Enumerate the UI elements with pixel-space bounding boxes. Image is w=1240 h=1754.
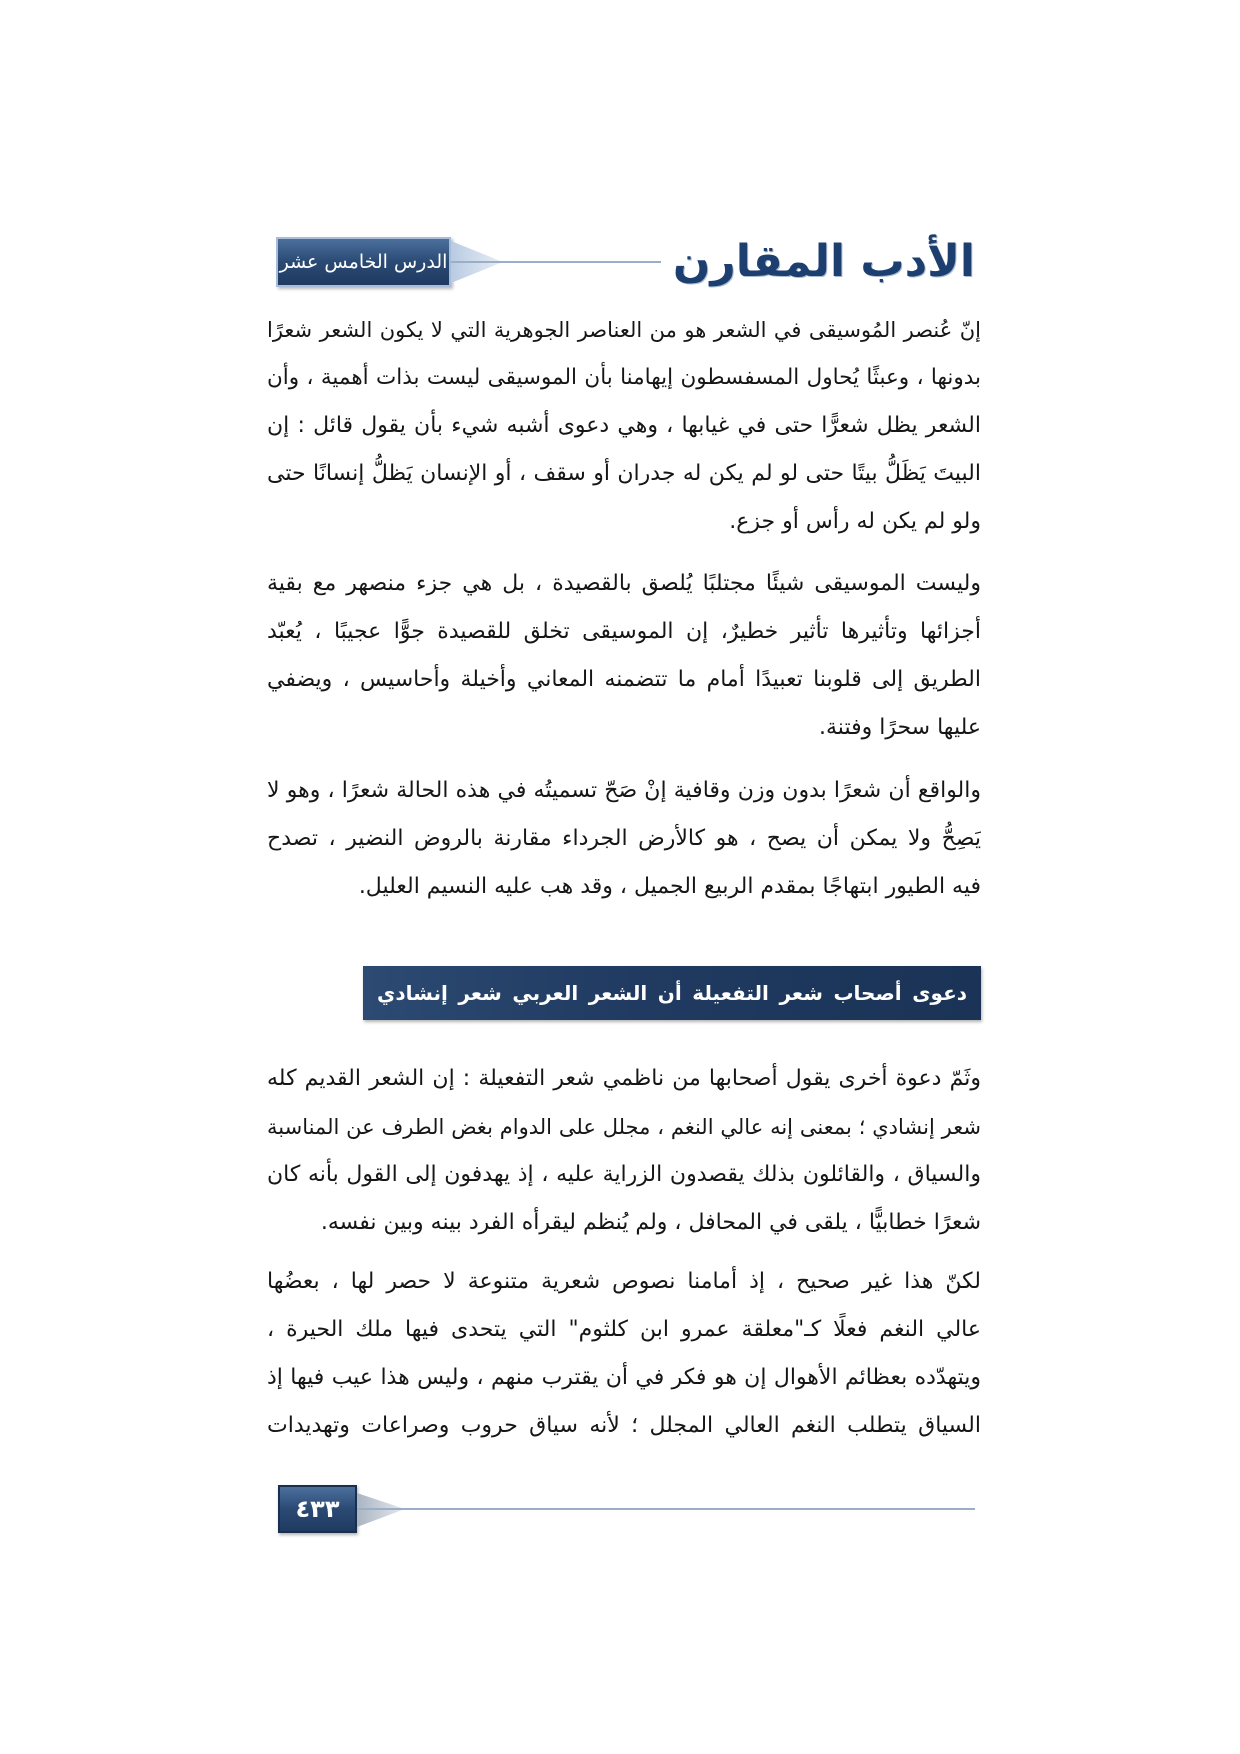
paragraph-line: والواقع أن شعرًا بدون وزن وقافية إنْ صَحّ تسميتُه في هذه الحالة شعرًا ، وهو لا [267,778,981,803]
section-heading-banner [363,966,981,1020]
paragraph-line: والسياق ، والقائلون بذلك يقصدون الزراية عليه ، إذ يهدفون إلى القول بأنه كان [267,1162,981,1187]
paragraph [267,1055,981,1247]
paragraph-line: وليست الموسيقى شيئًا مجتلبًا يُلصق بالقصيدة ، بل هي جزء منصهر مع بقية [267,571,981,596]
footer-line [357,1508,975,1510]
paragraph-line: فيه الطيور ابتهاجًا بمقدم الربيع الجميل ، وقد هب عليه النسيم العليل. [358,874,981,899]
lesson-label-box [276,237,451,287]
header-line [451,261,661,263]
paragraph [267,1258,981,1450]
paragraph-line: ويتهدّده بعظائم الأهوال إن هو فكر في أن يقترب منهم ، وليس هذا عيب فيها إذ [267,1365,981,1390]
paragraph-line: الطريق إلى قلوبنا تعبيدًا أمام ما تتضمنه المعاني وأخيلة وأحاسيس ، ويضفي [267,667,981,692]
page-number-box [278,1485,357,1533]
paragraph-line: السياق يتطلب النغم العالي المجلل ؛ لأنه سياق حروب وصراعات وتهديدات [267,1413,981,1438]
section-heading: دعوى أصحاب شعر التفعيلة أن الشعر العربي شعر إنشادي [377,981,967,1005]
paragraph-line: ولو لم يكن له رأس أو جزع. [729,509,981,534]
page-footer [278,1485,975,1533]
paragraph [267,306,981,546]
footer-rule [357,1485,975,1533]
paragraph-line: عليها سحرًا وفتنة. [819,715,981,740]
page-title: الأدب المقارن [672,236,975,287]
page-number: ٤٣٣ [295,1495,340,1523]
paragraph [267,560,981,752]
paragraph-line: بدونها ، وعبثًا يُحاول المسفسطون إيهامنا بأن الموسيقى ليست بذات أهمية ، وأن [267,365,981,390]
paragraph-line: أجزائها وتأثيرها تأثير خطيرٌ، إن الموسيقى تخلق للقصيدة جوًّا عجيبًا ، يُعبّد [267,619,981,644]
paragraph-line: شعر إنشادي ؛ بمعنى إنه عالي النغم ، مجلل على الدوام بغض الطرف عن المناسبة [267,1115,981,1139]
paragraph-line: البيتَ يَظَلُّ بيتًا حتى لو لم يكن له جدران أو سقف ، أو الإنسان يَظلُّ إنسانًا حتى [267,461,981,486]
paragraph-line: لكنّ هذا غير صحيح ، إذ أمامنا نصوص شعرية متنوعة لا حصر لها ، بعضُها [267,1269,981,1294]
header-rule [451,237,661,287]
paragraph [267,767,981,911]
paragraph-line: عالي النغم فعلًا كـ"معلقة عمرو ابن كلثوم" التي يتحدى فيها ملك الحيرة ، [267,1317,981,1342]
paragraph-line: يَصِحُّ ولا يمكن أن يصح ، هو كالأرض الجرداء مقارنة بالروض النضير ، تصدح [267,826,981,851]
paragraph-line: وثَمّ دعوة أخرى يقول أصحابها من ناظمي شعر التفعيلة : إن الشعر القديم كله [267,1066,981,1091]
lesson-label: الدرس الخامس عشر [279,251,448,273]
paragraph-line: شعرًا خطابيًّا ، يلقى في المحافل ، ولم يُنظم ليقرأه الفرد بينه وبين نفسه. [320,1210,981,1235]
paragraph-line: إنّ عُنصر المُوسيقى في الشعر هو من العناصر الجوهرية التي لا يكون الشعر شعرًا [267,318,981,342]
paragraph-line: الشعر يظل شعرًّا حتى في غيابها ، وهي دعوى أشبه شيء بأن يقول قائل : إن [267,413,981,438]
page-header [276,234,975,290]
